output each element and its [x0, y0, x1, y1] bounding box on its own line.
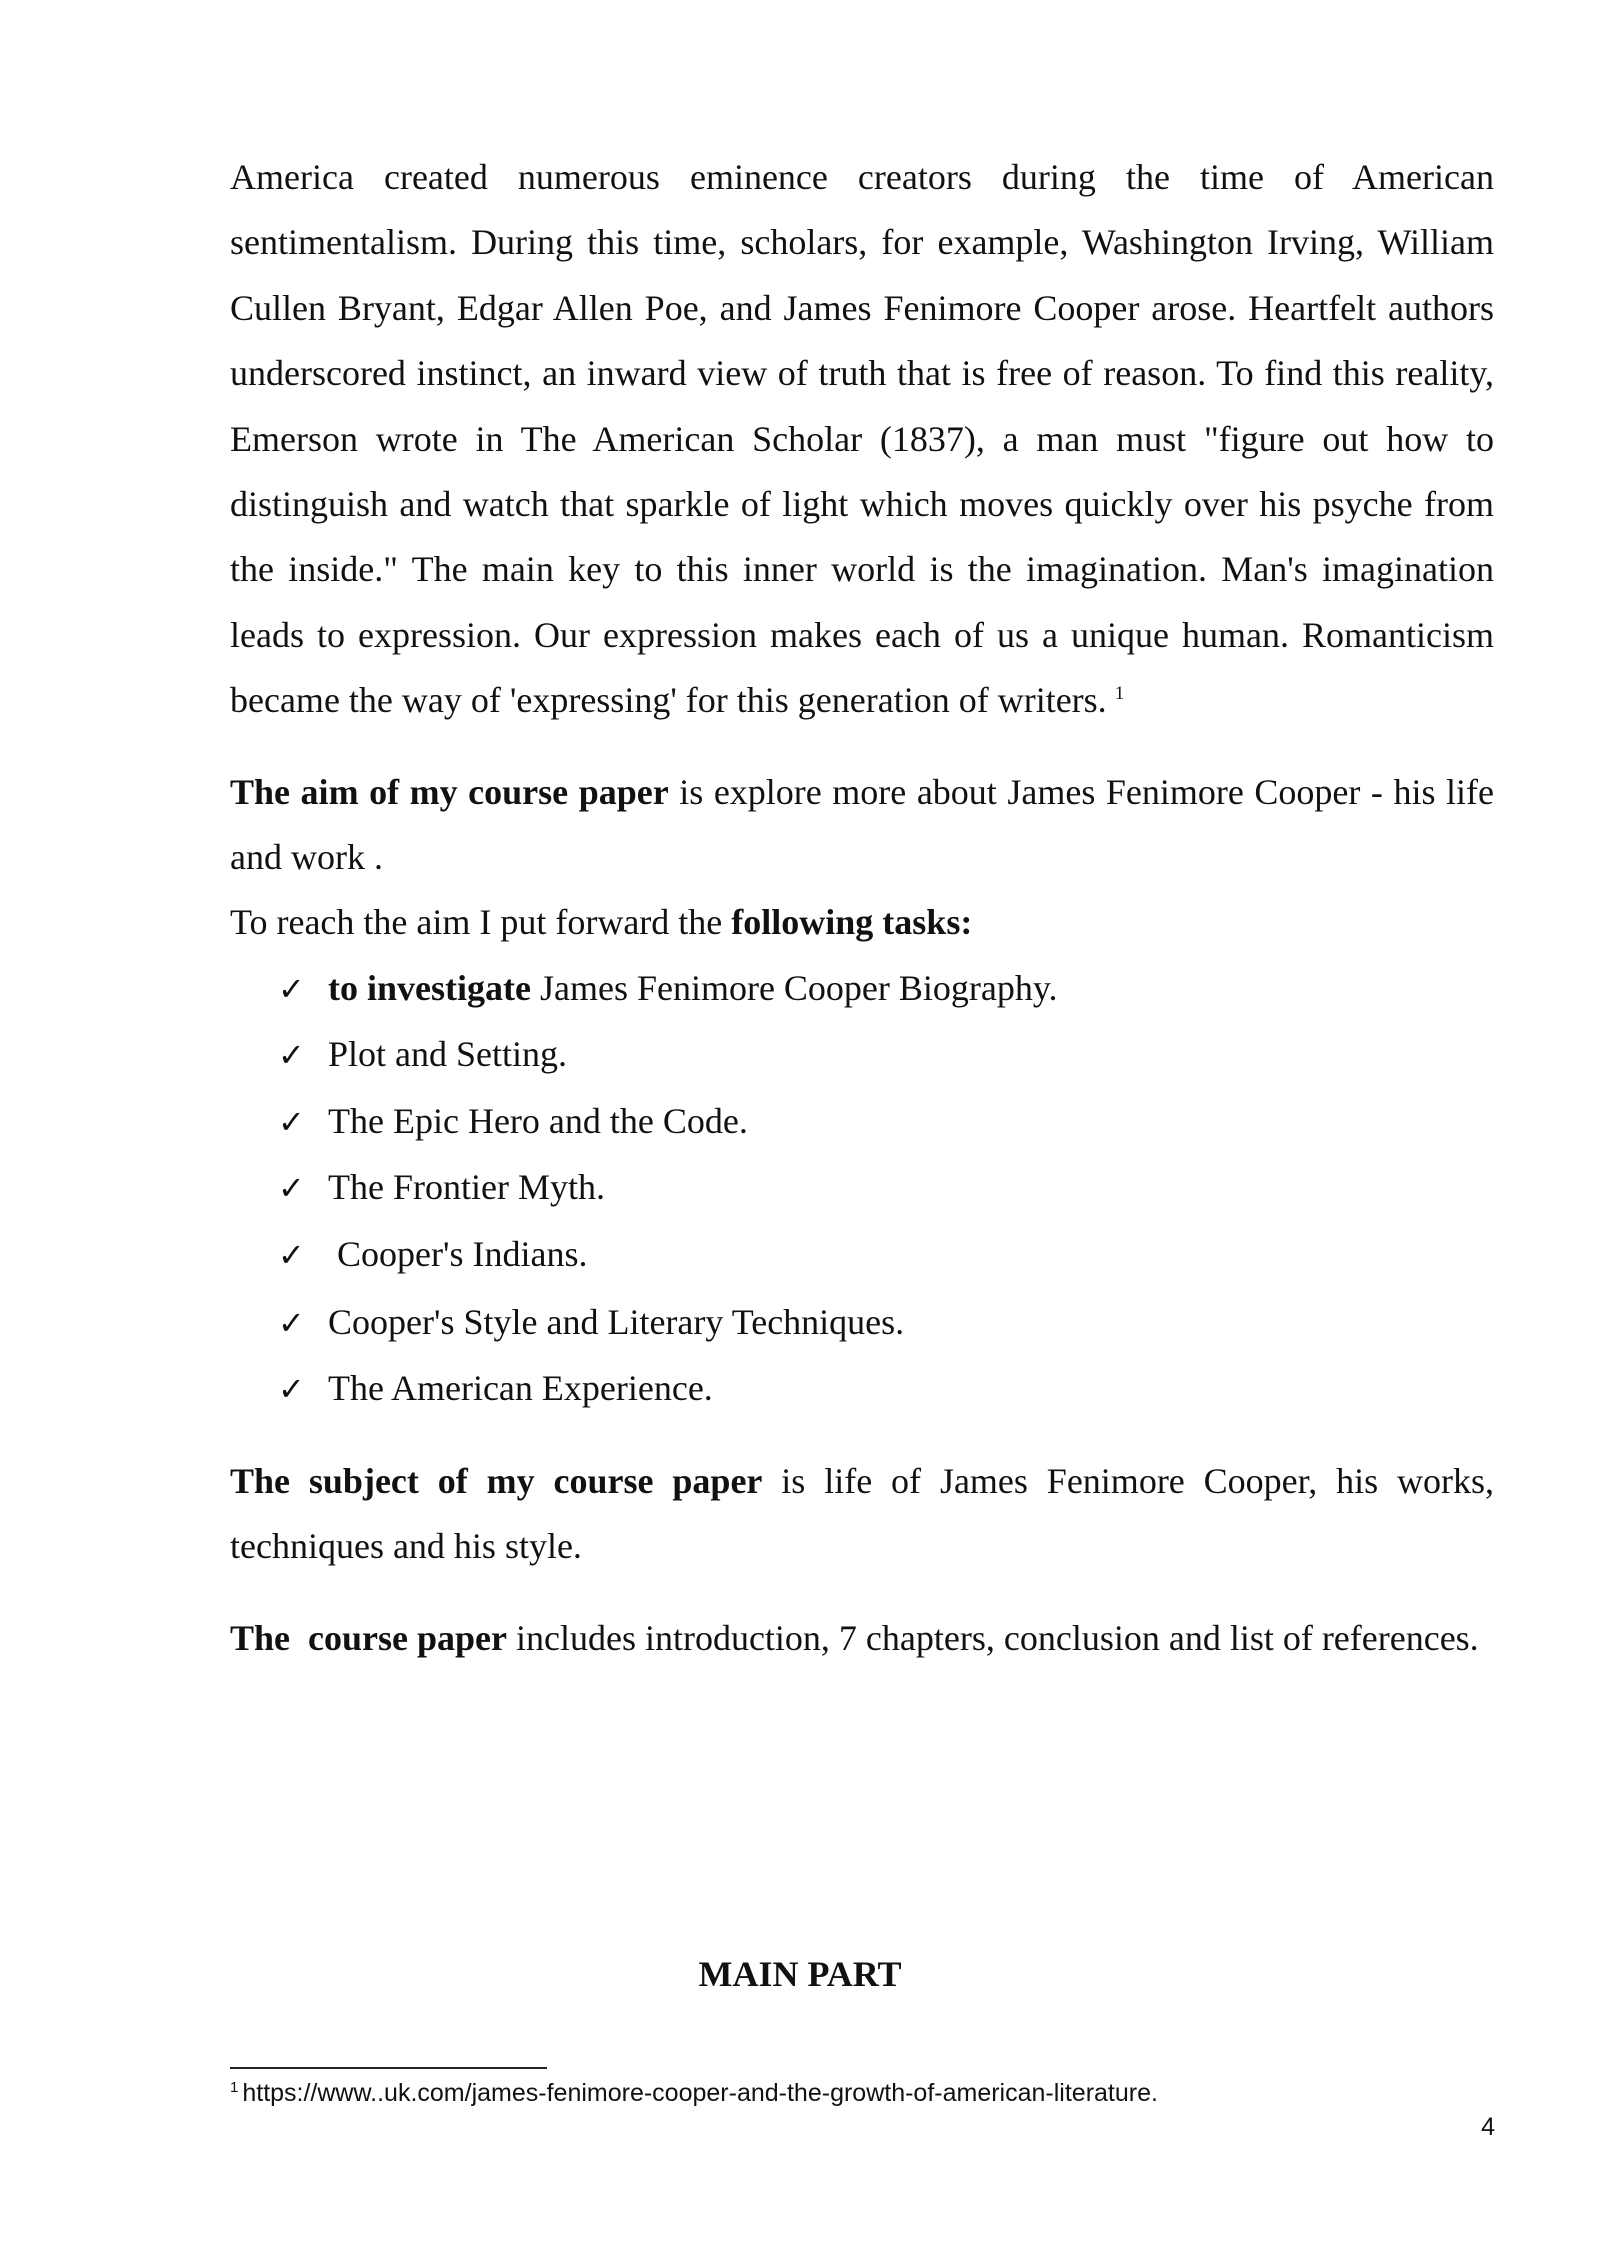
task-list — [230, 956, 1494, 1423]
checkmark-icon: ✓ — [278, 969, 305, 1008]
footnote-number: 1 — [230, 2078, 239, 2096]
intro-paragraph — [230, 145, 1494, 734]
includes-paragraph — [230, 1606, 1494, 1671]
aim-label: The aim of my course paper — [230, 771, 669, 812]
tasks-intro-bold: following tasks: — [731, 902, 973, 943]
page-number: 4 — [1481, 2113, 1495, 2141]
task-text: Plot and Setting. — [328, 1034, 568, 1075]
checkmark-icon: ✓ — [278, 1235, 305, 1274]
list-item — [278, 1155, 1494, 1221]
checkmark-icon: ✓ — [278, 1370, 305, 1409]
checkmark-icon: ✓ — [278, 1303, 305, 1342]
aim-paragraph — [230, 760, 1494, 891]
footnote-link[interactable]: https://www..uk.com/james-fenimore-cooper-and-the-growth-of-american-literature. — [242, 2079, 1158, 2107]
list-item — [278, 1290, 1494, 1356]
footnote-reference[interactable]: 1 — [1114, 683, 1125, 705]
list-item — [278, 1222, 1494, 1288]
list-item — [278, 956, 1494, 1022]
list-item — [278, 1356, 1494, 1422]
body-text — [230, 145, 1494, 1671]
intro-text: America created numerous eminence creators during the time of American sentimentalism. During this time, scholars, for example, Washington Irving, William Cullen Bryant, Edgar Allen Poe, and James Fenimore Cooper arose. Heartfelt authors underscored instinct, an inward view of truth that is free of reason. To find this reality, Emerson wrote in The American Scholar (1837), a man must "figure out how to distinguish and watch that sparkle of light which moves quickly over his psyche from the inside." The main key to this inner world is the imagination. Man's imagination leads to expression. Our expression makes each of us a unique human. Romanticism became the way of 'expressing' for this generation of writers. — [230, 157, 1494, 721]
task-text: The American Experience. — [328, 1368, 713, 1409]
includes-label: The course paper — [230, 1617, 507, 1658]
checkmark-icon: ✓ — [278, 1102, 305, 1141]
footnote-separator — [230, 2067, 547, 2069]
checkmark-icon: ✓ — [278, 1036, 305, 1075]
tasks-intro-lead: To reach the aim I put forward the — [230, 902, 732, 943]
task-text: James Fenimore Cooper Biography. — [530, 967, 1058, 1008]
task-text: Cooper's Indians. — [328, 1233, 588, 1274]
checkmark-icon: ✓ — [278, 1169, 305, 1208]
main-part-heading: MAIN PART — [698, 1954, 902, 1994]
subject-paragraph — [230, 1449, 1494, 1580]
list-item — [278, 1089, 1494, 1155]
list-item — [278, 1022, 1494, 1088]
includes-text: includes introduction, 7 chapters, conclusion and list of references. — [506, 1617, 1479, 1658]
task-bold: to investigate — [328, 967, 531, 1008]
task-text: The Frontier Myth. — [328, 1167, 605, 1208]
tasks-intro — [230, 890, 1494, 955]
task-text: The Epic Hero and the Code. — [328, 1100, 748, 1141]
aim-text: is explore more about James Fenimore Cooper - his life and work . — [230, 771, 1494, 878]
subject-text: is life of James Fenimore Cooper, his works, techniques and his style. — [230, 1460, 1494, 1567]
task-text: Cooper's Style and Literary Techniques. — [328, 1301, 905, 1342]
footnote — [230, 2076, 1158, 2110]
subject-label: The subject of my course paper — [230, 1460, 763, 1501]
